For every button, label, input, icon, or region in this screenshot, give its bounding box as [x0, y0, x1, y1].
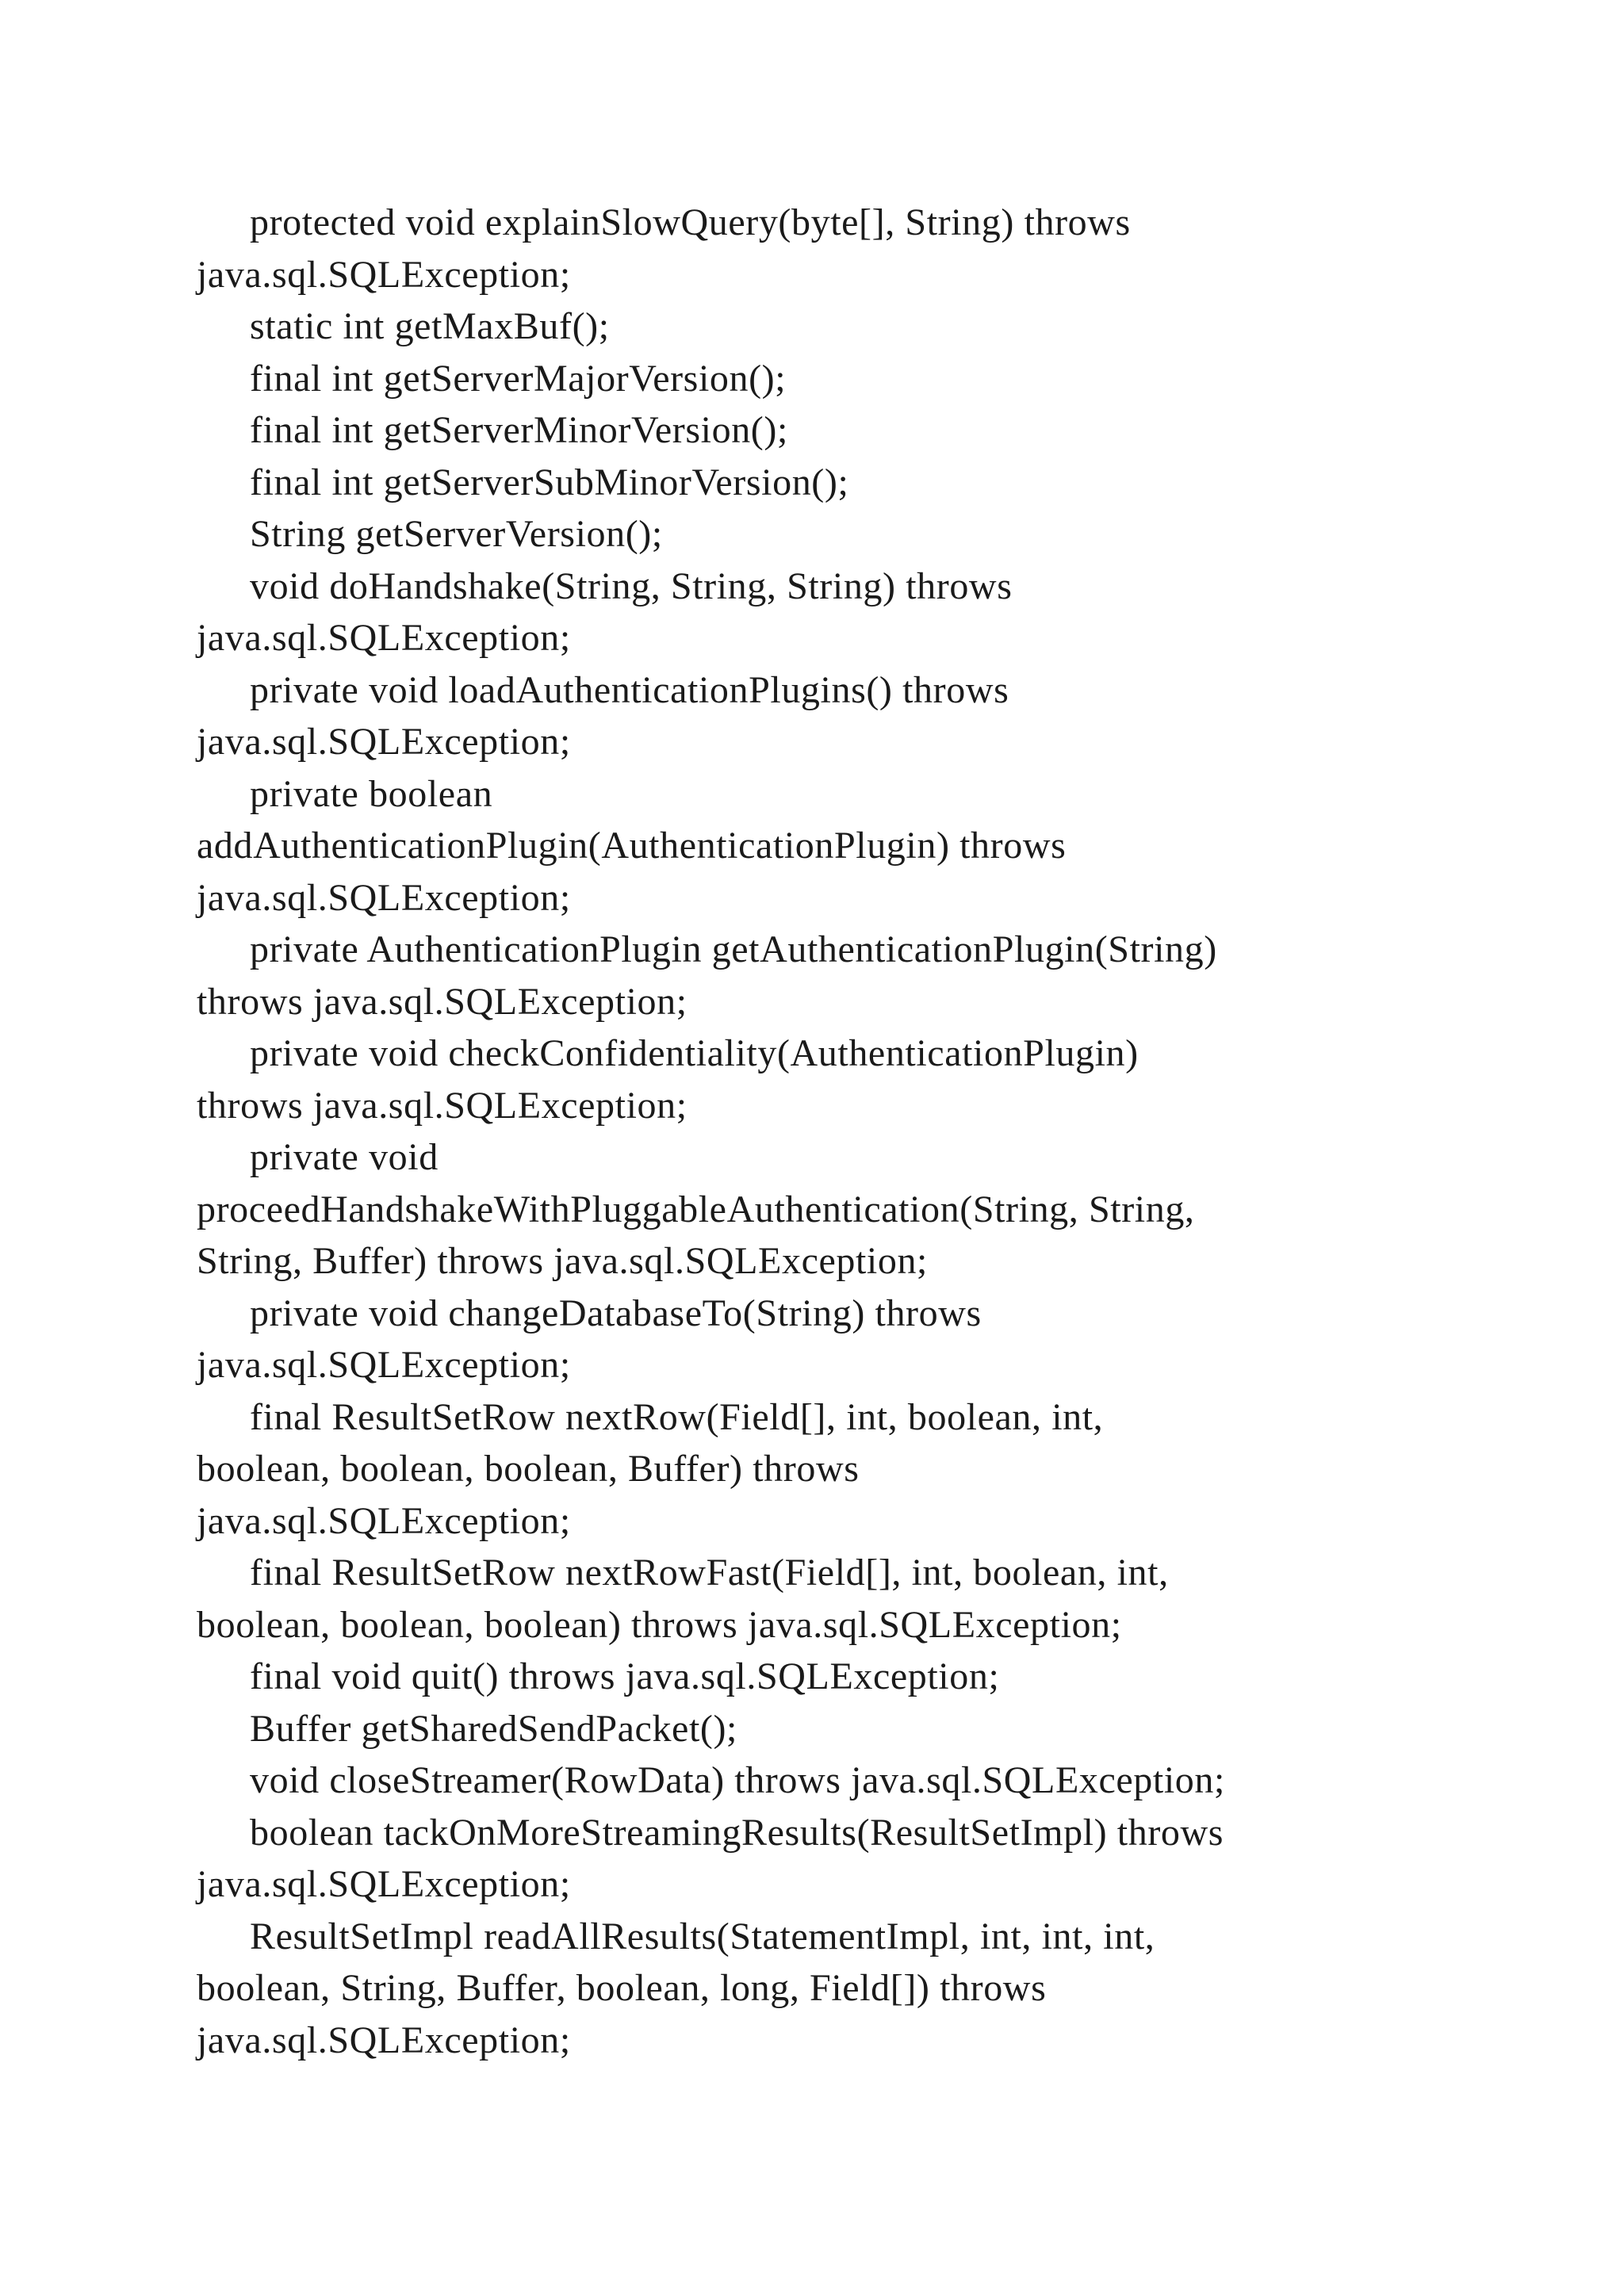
code-line: boolean, boolean, boolean, Buffer) throws — [197, 1448, 860, 1490]
code-line: final void quit() throws java.sql.SQLException; — [250, 1655, 1000, 1697]
code-line: void doHandshake(String, String, String) throws — [250, 564, 1013, 607]
code-line: java.sql.SQLException; — [197, 617, 571, 659]
code-line: java.sql.SQLException; — [197, 1863, 571, 1905]
code-line: proceedHandshakeWithPluggableAuthentication(String, String, — [197, 1188, 1195, 1230]
code-line: throws java.sql.SQLException; — [197, 1084, 688, 1127]
code-line: java.sql.SQLException; — [197, 253, 571, 296]
code-line: private void checkConfidentiality(AuthenticationPlugin) — [250, 1032, 1139, 1074]
code-line: private void — [250, 1136, 439, 1178]
code-line: ResultSetImpl readAllResults(StatementImpl, int, int, int, — [250, 1915, 1155, 1957]
code-line: boolean, boolean, boolean) throws java.sql.SQLException; — [197, 1603, 1122, 1646]
code-line: String, Buffer) throws java.sql.SQLException; — [197, 1240, 928, 1282]
code-line: boolean, String, Buffer, boolean, long, Field[]) throws — [197, 1967, 1047, 2009]
code-line: private boolean — [250, 772, 493, 815]
code-line: static int getMaxBuf(); — [250, 305, 610, 347]
code-line: final int getServerSubMinorVersion(); — [250, 461, 849, 503]
code-line: final ResultSetRow nextRowFast(Field[], int, boolean, int, — [250, 1552, 1169, 1594]
code-line: addAuthenticationPlugin(AuthenticationPlugin) throws — [197, 825, 1067, 867]
code-line: throws java.sql.SQLException; — [197, 980, 688, 1023]
code-line: final int getServerMajorVersion(); — [250, 357, 787, 400]
code-line: java.sql.SQLException; — [197, 721, 571, 763]
code-line: java.sql.SQLException; — [197, 876, 571, 919]
code-line: protected void explainSlowQuery(byte[], String) throws — [250, 201, 1131, 243]
code-line: private void loadAuthenticationPlugins() throws — [250, 668, 1009, 711]
code-line: private AuthenticationPlugin getAuthenticationPlugin(String) — [250, 928, 1217, 970]
code-listing — [197, 197, 1465, 2066]
code-line: final ResultSetRow nextRow(Field[], int, boolean, int, — [250, 1395, 1104, 1438]
code-line: java.sql.SQLException; — [197, 2019, 571, 2061]
code-line: void closeStreamer(RowData) throws java.sql.SQLException; — [250, 1759, 1225, 1801]
code-line: boolean tackOnMoreStreamingResults(ResultSetImpl) throws — [250, 1811, 1224, 1854]
code-line: java.sql.SQLException; — [197, 1344, 571, 1386]
code-line: final int getServerMinorVersion(); — [250, 409, 788, 451]
code-line: private void changeDatabaseTo(String) throws — [250, 1292, 982, 1334]
code-line: Buffer getSharedSendPacket(); — [250, 1707, 737, 1750]
code-line: String getServerVersion(); — [250, 513, 663, 555]
code-line: java.sql.SQLException; — [197, 1499, 571, 1542]
